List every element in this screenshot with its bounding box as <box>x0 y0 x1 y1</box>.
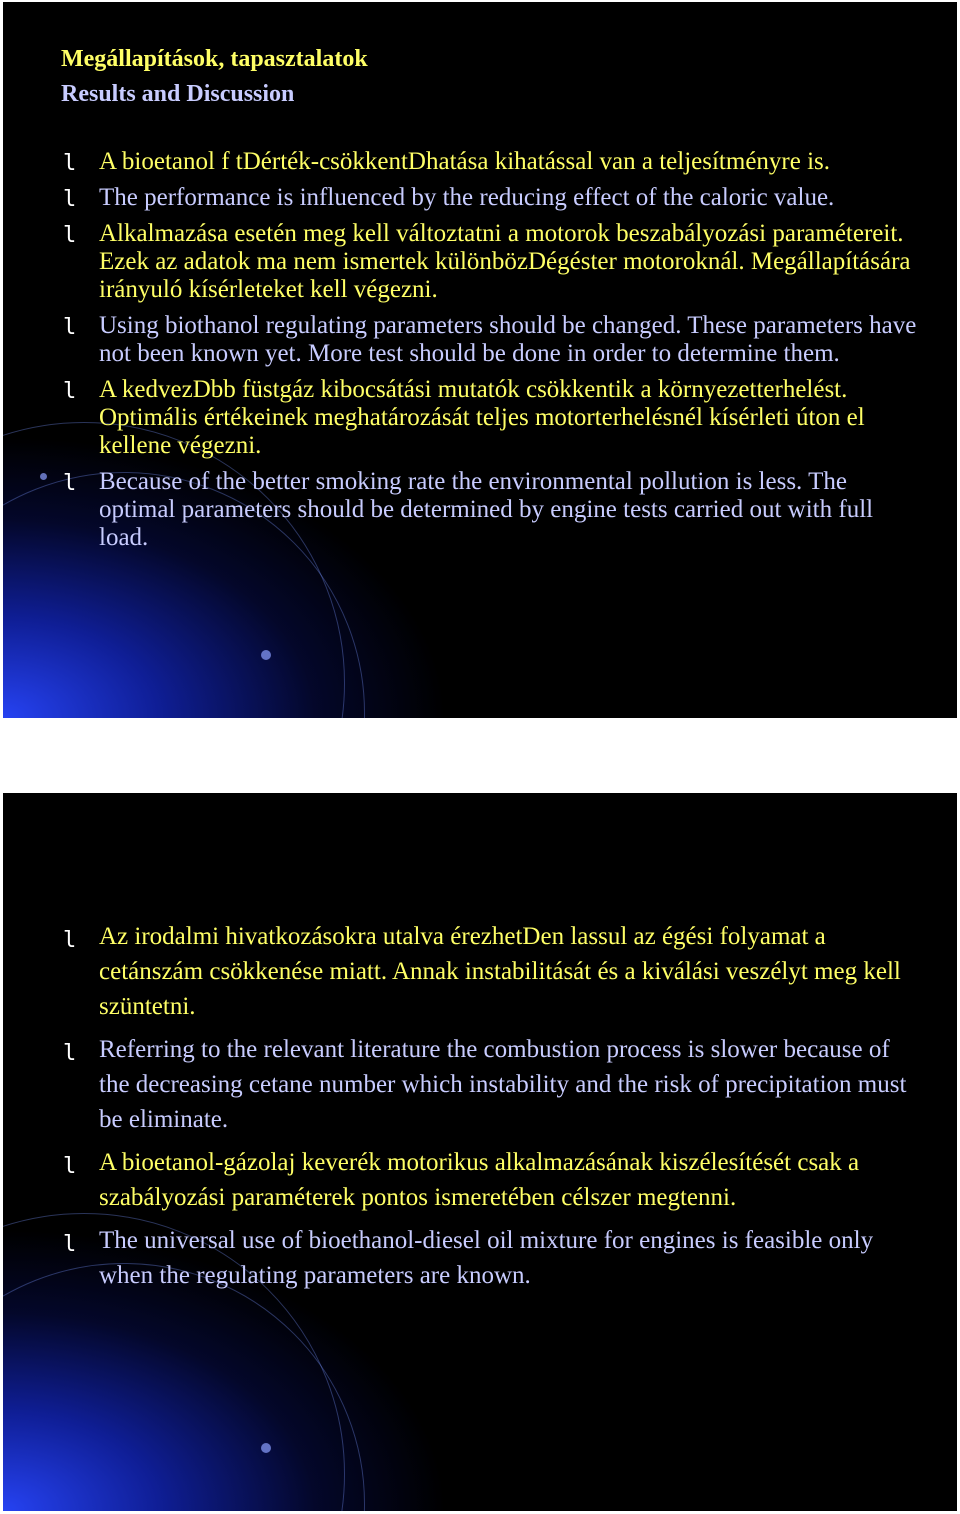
bullet-item <box>59 1223 917 1293</box>
bullet-text: The performance is influenced by the reducing effect of the caloric value. <box>99 184 835 211</box>
bullet-text: Alkalmazása esetén meg kell változtatni a motorok beszabályozási paramétereit. Ezek az adatok ma nem ismertek különbözDégéster motoroknál. Megállapítására irányuló kísérleteket kell végezni. <box>99 220 911 303</box>
bullet-text: Az irodalmi hivatkozásokra utalva érezhetDen lassul az égési folyamat a cetánszám csökkenése miatt. Annak instabilitását és a kiválási veszélyt meg kell szüntetni. <box>99 923 901 1020</box>
bullet-text: A bioetanol-gázolaj keverék motorikus alkalmazásának kiszélesítését csak a szabályozási paraméterek pontos ismeretében célszer megtenni. <box>99 1149 860 1211</box>
bullet-item <box>59 376 917 460</box>
bullet-icon: l <box>63 1232 77 1257</box>
bullet-text: The universal use of bioethanol-diesel oil mixture for engines is feasible only when the regulating parameters are known. <box>99 1227 874 1289</box>
bullet-icon: l <box>63 1154 77 1179</box>
bullet-list <box>59 919 917 1301</box>
bullet-icon: l <box>63 928 77 953</box>
bullet-item <box>59 1032 917 1137</box>
slide-conclusions <box>3 793 957 1511</box>
bullet-item <box>59 1145 917 1215</box>
bullet-icon: l <box>63 187 77 212</box>
bullet-item <box>59 220 917 304</box>
decorative-dot <box>40 473 47 480</box>
bullet-icon: l <box>63 151 77 176</box>
slide-title-hungarian: Megállapítások, tapasztalatok <box>61 46 368 72</box>
bullet-icon: l <box>63 223 77 248</box>
bullet-icon: l <box>63 471 77 496</box>
bullet-text: A kedvezDbb füstgáz kibocsátási mutatók csökkentik a környezetterhelést. Optimális értékeinek meghatározását teljes motorterhelésnél kísérleti úton el kellene végezni. <box>99 376 865 459</box>
bullet-item <box>59 312 917 368</box>
bullet-item <box>59 468 917 552</box>
slide-results-discussion <box>3 2 957 718</box>
bullet-icon: l <box>63 315 77 340</box>
bullet-icon: l <box>63 1041 77 1066</box>
bullet-text: Because of the better smoking rate the environmental pollution is less. The optimal parameters should be determined by engine tests carried out with full load. <box>99 468 874 551</box>
bullet-text: Using biothanol regulating parameters should be changed. These parameters have not been known yet. More test should be done in order to determine them. <box>99 312 917 367</box>
decorative-dot <box>261 650 271 660</box>
bullet-item <box>59 184 917 212</box>
bullet-list <box>59 148 917 560</box>
bullet-item <box>59 919 917 1024</box>
bullet-text: A bioetanol f tDérték-csökkentDhatása kihatással van a teljesítményre is. <box>99 148 831 175</box>
bullet-text: Referring to the relevant literature the combustion process is slower because of the decreasing cetane number which instability and the risk of precipitation must be eliminate. <box>99 1036 907 1133</box>
bullet-icon: l <box>63 379 77 404</box>
decorative-dot <box>261 1443 271 1453</box>
bullet-item <box>59 148 917 176</box>
slide-title-english: Results and Discussion <box>61 81 295 107</box>
